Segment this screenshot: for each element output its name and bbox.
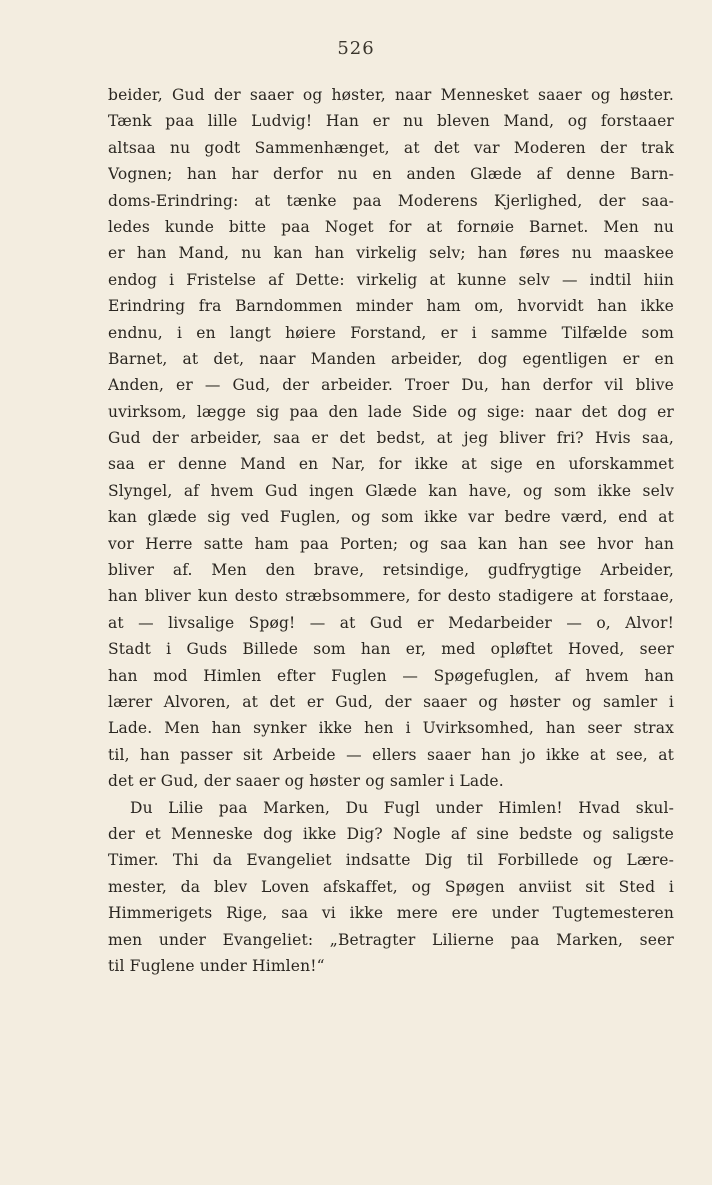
body-text	[108, 82, 674, 979]
text-line: at — livsalige Spøg! — at Gud er Medarbeider — o, Alvor!	[108, 613, 674, 632]
text-line: Himmerigets Rige, saa vi ikke mere ere under Tugtemesteren	[108, 904, 674, 923]
text-line: uvirksom, lægge sig paa den lade Side og sige: naar det dog er	[108, 402, 674, 421]
text-line: vor Herre satte ham paa Porten; og saa kan han see hvor han	[108, 534, 674, 553]
text-line: endnu, i en langt høiere Forstand, er i samme Tilfælde som	[108, 323, 674, 342]
page-number: 526	[337, 38, 375, 59]
text-line: Anden, er — Gud, der arbeider. Troer Du, han derfor vil blive	[108, 376, 674, 395]
text-line: bliver af. Men den brave, retsindige, gudfrygtige Arbeider,	[108, 561, 674, 580]
text-line: Barnet, at det, naar Manden arbeider, dog egentligen er en	[108, 349, 674, 368]
text-line: Slyngel, af hvem Gud ingen Glæde kan have, og som ikke selv	[108, 481, 674, 500]
text-line: endog i Fristelse af Dette: virkelig at kunne selv — indtil hiin	[108, 270, 674, 289]
text-line: han bliver kun desto stræbsommere, for desto stadigere at forstaae,	[108, 587, 674, 606]
text-line: er han Mand, nu kan han virkelig selv; han føres nu maaskee	[108, 244, 674, 263]
text-line: til, han passer sit Arbeide — ellers saaer han jo ikke at see, at	[108, 745, 674, 764]
text-line: Tænk paa lille Ludvig! Han er nu bleven Mand, og forstaaer	[108, 112, 674, 131]
text-line: mester, da blev Loven afskaffet, og Spøgen anviist sit Sted i	[108, 877, 674, 896]
text-line: Vognen; han har derfor nu en anden Glæde af denne Barn-	[108, 165, 674, 184]
text-line: Lade. Men han synker ikke hen i Uvirksomhed, han seer strax	[108, 719, 674, 738]
text-line: men under Evangeliet: „Betragter Lilierne paa Marken, seer	[108, 930, 674, 949]
text-line: altsaa nu godt Sammenhænget, at det var Moderen der trak	[108, 138, 674, 157]
text-line: han mod Himlen efter Fuglen — Spøgefuglen, af hvem han	[108, 666, 674, 685]
text-line: beider, Gud der saaer og høster, naar Mennesket saaer og høster.	[108, 86, 674, 104]
text-line: til Fuglene under Himlen!“	[108, 956, 325, 975]
text-line: Timer. Thi da Evangeliet indsatte Dig til Forbillede og Lære-	[108, 851, 674, 870]
text-line: ledes kunde bitte paa Noget for at fornøie Barnet. Men nu	[108, 217, 674, 236]
text-line: saa er denne Mand en Nar, for ikke at sige en uforskammet	[108, 455, 674, 474]
text-line: Gud der arbeider, saa er det bedst, at jeg bliver fri? Hvis saa,	[108, 429, 674, 448]
text-line: Stadt i Guds Billede som han er, med opløftet Hoved, seer	[108, 640, 674, 659]
text-line: Du Lilie paa Marken, Du Fugl under Himlen! Hvad skul-	[130, 798, 674, 817]
text-line: det er Gud, der saaer og høster og samler i Lade.	[108, 772, 504, 791]
text-line: lærer Alvoren, at det er Gud, der saaer og høster og samler i	[108, 692, 674, 711]
paragraph	[108, 82, 674, 795]
paragraph	[108, 795, 674, 980]
text-line: Erindring fra Barndommen minder ham om, hvorvidt han ikke	[108, 297, 674, 316]
text-line: kan glæde sig ved Fuglen, og som ikke var bedre værd, end at	[108, 508, 674, 527]
text-line: der et Menneske dog ikke Dig? Nogle af sine bedste og saligste	[108, 824, 674, 843]
text-line: doms-Erindring: at tænke paa Moderens Kjerlighed, der saa-	[108, 191, 674, 210]
